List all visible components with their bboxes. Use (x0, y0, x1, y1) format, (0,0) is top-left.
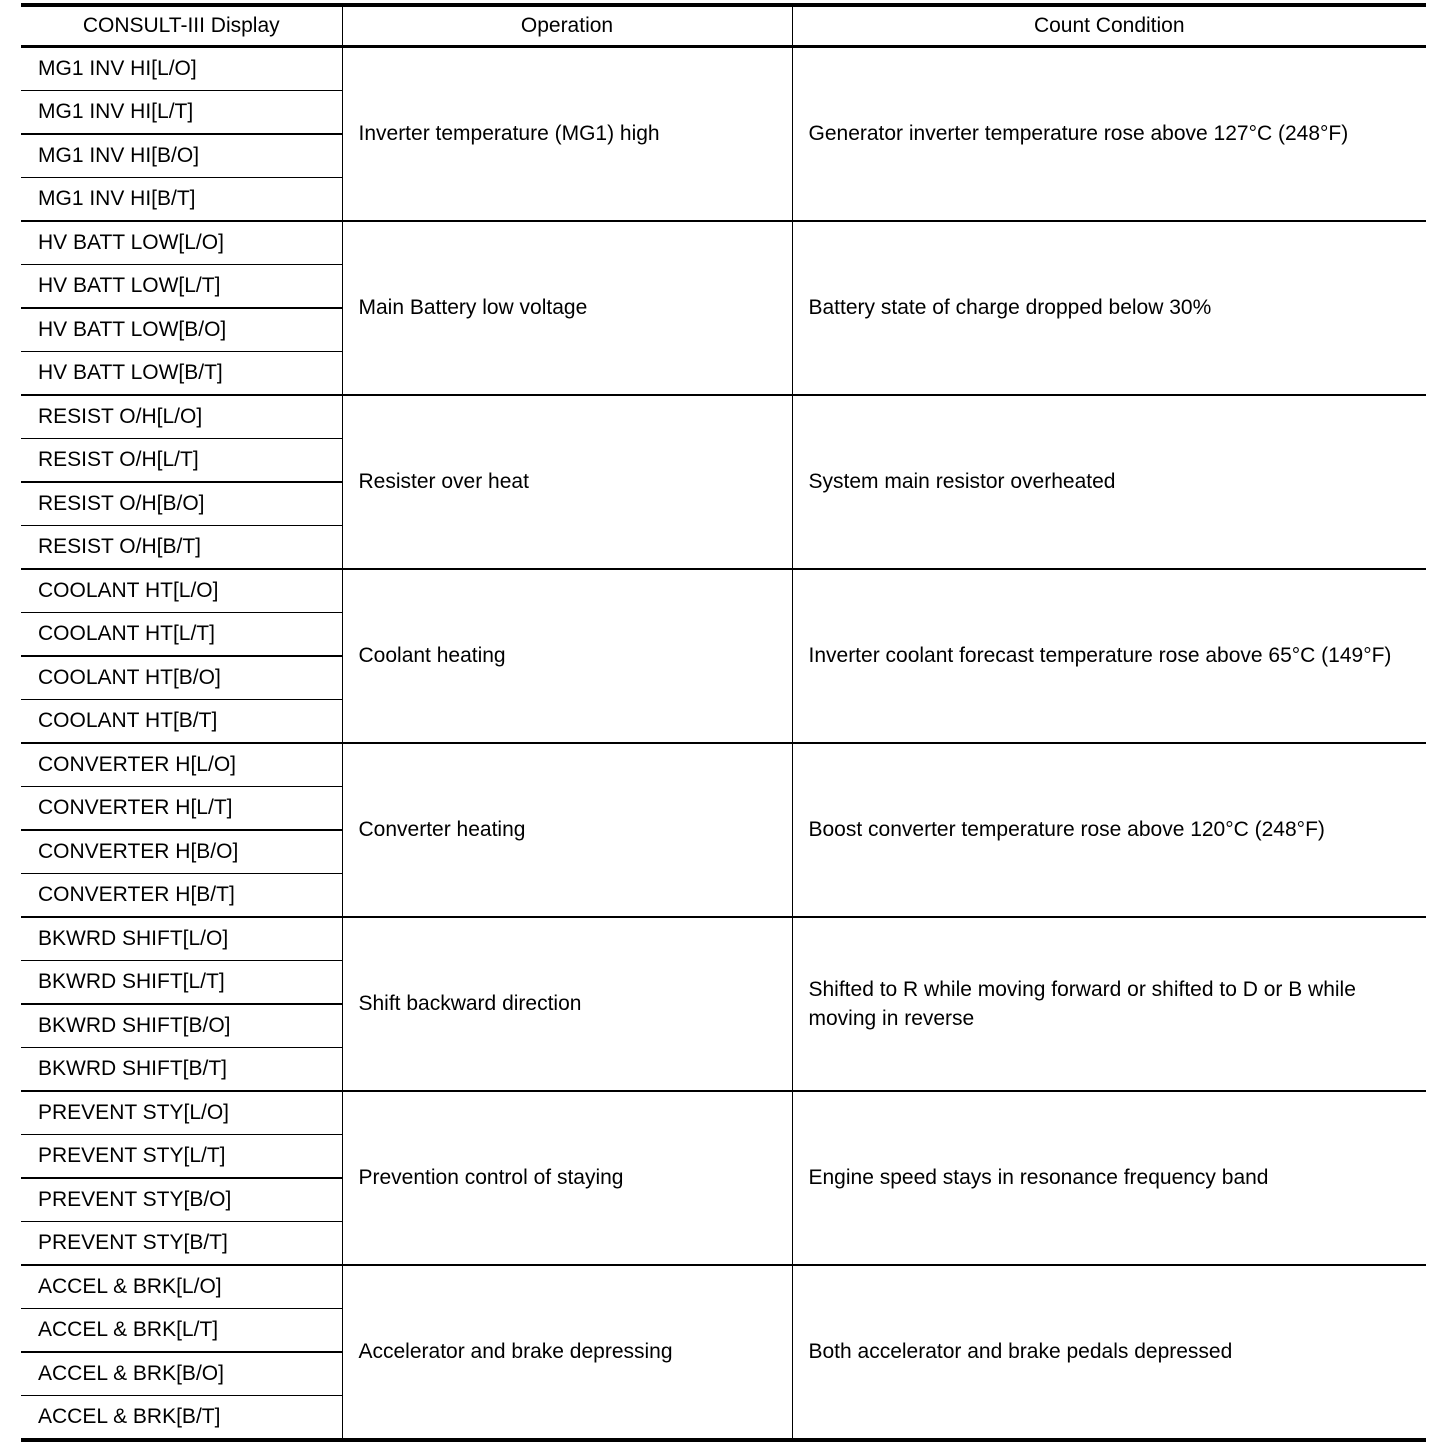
header-row (21, 5, 1426, 47)
display-cell: RESIST O/H[B/T] (21, 526, 342, 570)
display-cell: BKWRD SHIFT[B/T] (21, 1048, 342, 1092)
header-count-condition: Count Condition (792, 5, 1426, 47)
display-cell: CONVERTER H[L/T] (21, 787, 342, 831)
table-body (21, 47, 1426, 1441)
operation-cell: Coolant heating (342, 569, 792, 743)
display-cell: RESIST O/H[B/O] (21, 482, 342, 526)
count-condition-table (21, 3, 1426, 1442)
count-condition-cell: Engine speed stays in resonance frequency band (792, 1091, 1426, 1265)
display-cell: CONVERTER H[B/T] (21, 874, 342, 918)
display-cell: COOLANT HT[B/T] (21, 700, 342, 744)
display-cell: BKWRD SHIFT[L/O] (21, 917, 342, 961)
display-cell: PREVENT STY[B/T] (21, 1222, 342, 1266)
count-condition-cell: System main resistor overheated (792, 395, 1426, 569)
display-cell: MG1 INV HI[B/O] (21, 134, 342, 178)
operation-cell: Prevention control of staying (342, 1091, 792, 1265)
header-display: CONSULT-III Display (21, 5, 342, 47)
display-cell: ACCEL & BRK[B/T] (38, 1405, 221, 1429)
display-cell: MG1 INV HI[B/T] (21, 178, 342, 222)
table-row (21, 569, 1426, 613)
display-cell: ACCEL & BRK[L/T] (21, 1309, 342, 1353)
display-cell: HV BATT LOW[L/T] (21, 265, 342, 309)
count-condition-cell: Shifted to R while moving forward or shifted to D or B while moving in reverse (792, 917, 1426, 1091)
display-cell: ACCEL & BRK[L/O] (21, 1265, 342, 1309)
operation-cell: Converter heating (342, 743, 792, 917)
display-cell: BKWRD SHIFT[B/O] (21, 1004, 342, 1048)
display-cell: HV BATT LOW[B/O] (21, 308, 342, 352)
display-cell: PREVENT STY[B/O] (21, 1178, 342, 1222)
display-cell: COOLANT HT[L/T] (21, 613, 342, 657)
display-cell: CONVERTER H[L/O] (21, 743, 342, 787)
display-cell: HV BATT LOW[L/O] (21, 221, 342, 265)
operation-cell: Resister over heat (342, 395, 792, 569)
operation-cell: Inverter temperature (MG1) high (342, 47, 792, 222)
table-row (21, 221, 1426, 265)
operation-cell: Main Battery low voltage (342, 221, 792, 395)
display-cell: MG1 INV HI[L/T] (21, 91, 342, 135)
display-cell: PREVENT STY[L/O] (21, 1091, 342, 1135)
count-condition-cell: Battery state of charge dropped below 30% (792, 221, 1426, 395)
count-condition-cell: Inverter coolant forecast temperature rose above 65°C (149°F) (792, 569, 1426, 743)
count-condition-cell: Both accelerator and brake pedals depressed (792, 1265, 1426, 1440)
display-cell: BKWRD SHIFT[L/T] (21, 961, 342, 1005)
operation-cell: Accelerator and brake depressing (342, 1265, 792, 1440)
display-cell: RESIST O/H[L/O] (21, 395, 342, 439)
display-cell: CONVERTER H[B/O] (21, 830, 342, 874)
table-row (21, 1265, 1426, 1309)
table-row (21, 917, 1426, 961)
table-row (21, 47, 1426, 91)
display-cell: HV BATT LOW[B/T] (21, 352, 342, 396)
table-row (21, 743, 1426, 787)
table-row (21, 1091, 1426, 1135)
count-condition-cell: Generator inverter temperature rose above 127°C (248°F) (792, 47, 1426, 222)
display-cell: ACCEL & BRK[B/O] (21, 1352, 342, 1396)
display-cell: PREVENT STY[L/T] (21, 1135, 342, 1179)
operation-cell: Shift backward direction (342, 917, 792, 1091)
display-cell: RESIST O/H[L/T] (21, 439, 342, 483)
table-row (21, 395, 1426, 439)
display-cell: COOLANT HT[B/O] (21, 656, 342, 700)
display-cell: MG1 INV HI[L/O] (21, 47, 342, 91)
header-operation: Operation (342, 5, 792, 47)
count-condition-cell: Boost converter temperature rose above 120°C (248°F) (792, 743, 1426, 917)
display-cell: COOLANT HT[L/O] (21, 569, 342, 613)
